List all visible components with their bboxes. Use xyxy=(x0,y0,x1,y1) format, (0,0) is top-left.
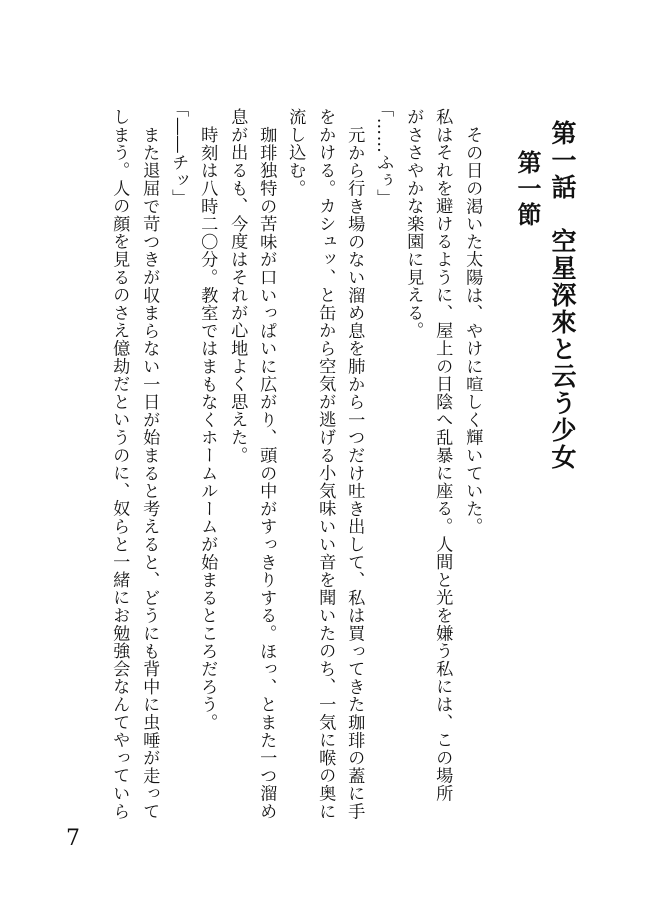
body-line: がささやかな楽園に見える。 xyxy=(403,108,424,340)
body-line: 時刻は八時二〇分。教室ではまもなくホームルームが始まるところだろう。 xyxy=(197,126,218,732)
body-line: 珈琲独特の苦味が口いっぱいに広がり、頭の中がすっきりする。ほっ、とまた一つ溜め xyxy=(256,126,277,821)
body-line: 私はそれを避けるように、屋上の日陰へ乱暴に座る。人間と光を嫌う私には、この場所 xyxy=(432,108,453,803)
body-line: 「……ふぅ」 xyxy=(373,100,394,207)
body-line: 「――チッ」 xyxy=(168,100,189,207)
page-number: 7 xyxy=(66,826,80,851)
body-line: 息が出るも、今度はそれが心地よく思えた。 xyxy=(227,108,248,464)
body-line: 流し込む。 xyxy=(285,108,306,197)
body-line: その日の渇いた太陽は、やけに喧しく輝いていた。 xyxy=(462,126,483,536)
body-line: をかける。カシュッ、と缶から空気が逃げる小気味いい音を聞いたのち、一気に喉の奥に xyxy=(315,108,336,820)
body-line: また退屈で苛つきが収まらない一日が始まると考えると、どうにも背中に虫唾が走って xyxy=(139,126,160,821)
section-title: 第一節 xyxy=(513,150,541,228)
body-line: しまう。人の顔を見るのさえ億劫だというのに、奴らと一緒にお勉強会なんてやっていら xyxy=(109,108,130,820)
chapter-title: 第一話 空星深來と云う少女 xyxy=(548,120,577,471)
body-line: 元から行き場のない溜め息を肺から一つだけ吐き出して、私は買ってきた珈琲の蓋に手 xyxy=(344,126,365,821)
